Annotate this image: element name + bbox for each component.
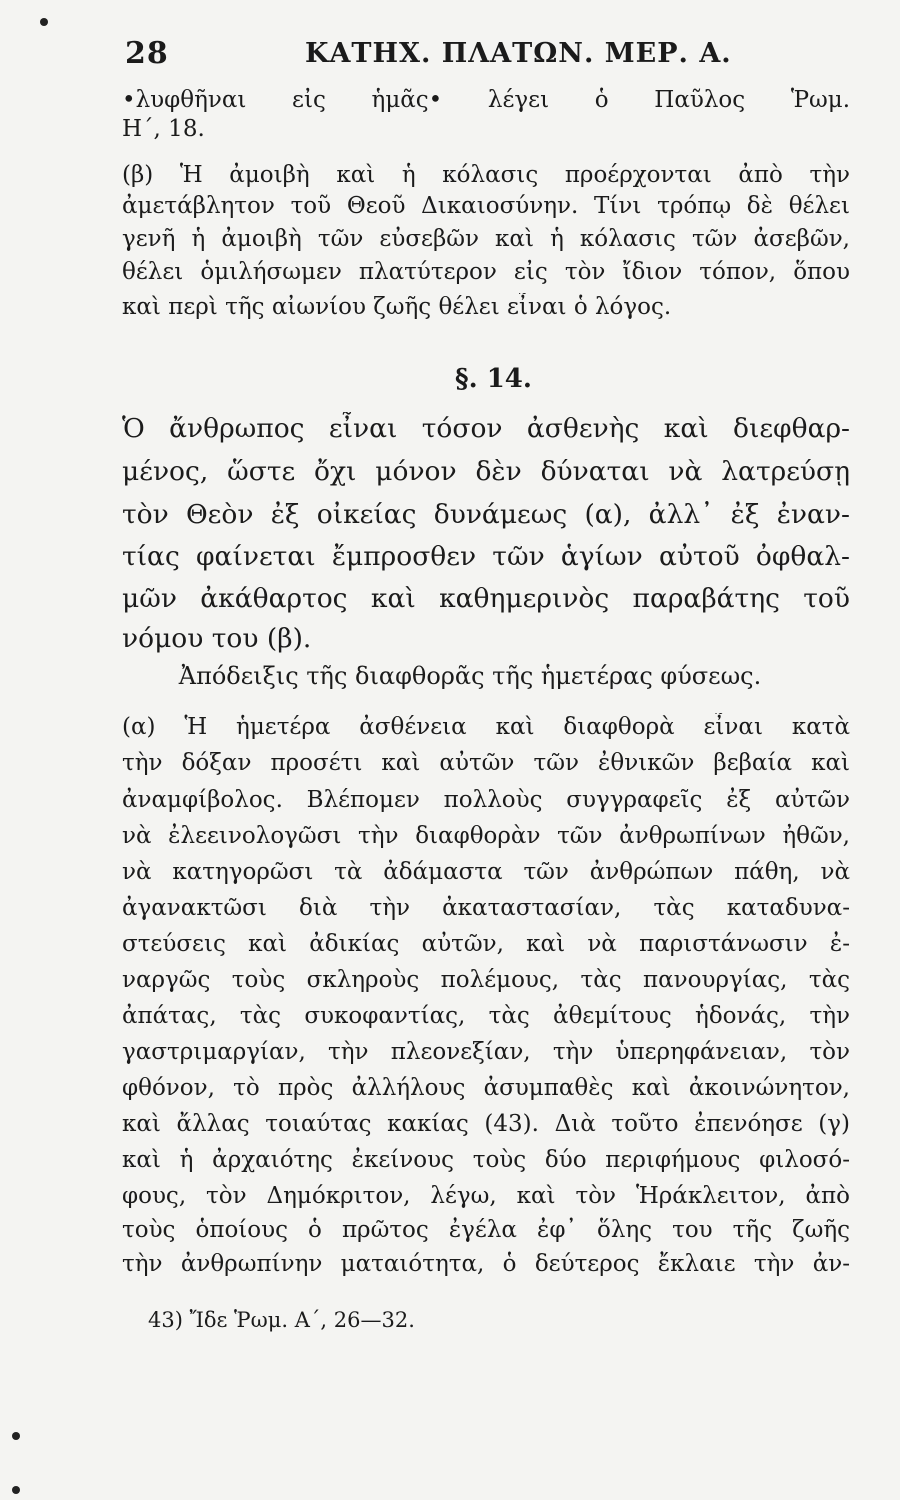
- text-line: τὴν δόξαν προσέτι καὶ αὐτῶν τῶν ἐθνικῶν βεβαία καὶ: [122, 750, 850, 776]
- text-line: (α) Ἡ ἡμετέρα ἀσθένεια καὶ διαφθορὰ εἶναι κατὰ: [122, 714, 850, 740]
- page-number: 28: [125, 36, 169, 71]
- text-line: τὴν ἀνθρωπίνην ματαιότητα, ὁ δεύτερος ἔκλαιε τὴν ἀν-: [122, 1251, 850, 1277]
- text-line: γαστριμαργίαν, τὴν πλεονεξίαν, τὴν ὑπερηφάνειαν, τὸν: [122, 1039, 850, 1065]
- text-line: ἀμετάβλητον τοῦ Θεοῦ Δικαιοσύνην. Τίνι τρόπῳ δὲ θέλει: [122, 193, 850, 219]
- text-line: τοὺς ὁποίους ὁ πρῶτος ἐγέλα ἐφ᾽ ὅλης του τῆς ζωῆς: [122, 1217, 850, 1243]
- text-line: νόμου του (β).: [122, 623, 312, 654]
- text-line: •λυφθῆναι εἰς ἡμᾶς• λέγει ὁ Παῦλος Ῥωμ.: [122, 87, 850, 113]
- text-line: ἀπάτας, τὰς συκοφαντίας, τὰς ἀθεμίτους ἡδονάς, τὴν: [122, 1003, 850, 1029]
- text-line: γενῆ ἡ ἀμοιβὴ τῶν εὐσεβῶν καὶ ἡ κόλασις τῶν ἀσεβῶν,: [122, 226, 850, 252]
- text-line: θέλει ὁμιλήσωμεν πλατύτερον εἰς τὸν ἴδιον τόπον, ὅπου: [122, 259, 850, 285]
- margin-dot: [12, 1486, 20, 1494]
- text-line: καὶ ἡ ἀρχαιότης ἐκείνους τοὺς δύο περιφήμους φιλοσό-: [122, 1147, 850, 1173]
- text-line: στεύσεις καὶ ἀδικίας αὐτῶν, καὶ νὰ παριστάνωσιν ἐ-: [122, 931, 850, 957]
- text-line: ναργῶς τοὺς σκληροὺς πολέμους, τὰς πανουργίας, τὰς: [122, 967, 850, 993]
- text-line: φθόνον, τὸ πρὸς ἀλλήλους ἀσυμπαθὲς καὶ ἀκοινώνητον,: [122, 1075, 850, 1101]
- text-line: καὶ ἄλλας τοιαύτας κακίας (43). Διὰ τοῦτο ἐπενόησε (γ): [122, 1111, 850, 1137]
- text-line: νὰ κατηγορῶσι τὰ ἀδάμαστα τῶν ἀνθρώπων πάθη, νὰ: [122, 859, 850, 885]
- text-line: φους, τὸν Δημόκριτον, λέγω, καὶ τὸν Ἡράκλειτον, ἀπὸ: [122, 1183, 850, 1209]
- text-line: μῶν ἀκάθαρτος καὶ καθημερινὸς παραβάτης τοῦ: [122, 583, 850, 614]
- text-line: ἀγανακτῶσι διὰ τὴν ἀκαταστασίαν, τὰς καταδυνα-: [122, 895, 850, 921]
- text-line: ἀναμφίβολος. Βλέπομεν πολλοὺς συγγραφεῖς ἐξ αὐτῶν: [122, 787, 850, 813]
- text-line: τίας φαίνεται ἔμπροσθεν τῶν ἁγίων αὐτοῦ ὀφθαλ-: [122, 541, 850, 572]
- section-mark: §. 14.: [455, 364, 532, 394]
- text-line: νὰ ἐλεεινολογῶσι τὴν διαφθορὰν τῶν ἀνθρωπίνων ἠθῶν,: [122, 823, 850, 849]
- text-line: καὶ περὶ τῆς αἰωνίου ζωῆς θέλει εἶναι ὁ λόγος.: [122, 294, 672, 320]
- page-header: [125, 36, 845, 76]
- footnote: 43) Ἴδε Ῥωμ. Α΄, 26—32.: [148, 1308, 415, 1332]
- margin-dot: [40, 18, 48, 26]
- text-line: τὸν Θεὸν ἐξ οἰκείας δυνάμεως (α), ἀλλ᾽ ἐξ ἐναν-: [122, 499, 850, 530]
- text-line: (β) Ἡ ἀμοιβὴ καὶ ἡ κόλασις προέρχονται ἀπὸ τὴν: [122, 162, 850, 188]
- text-line: μένος, ὥστε ὄχι μόνον δὲν δύναται νὰ λατρεύσῃ: [122, 456, 850, 487]
- proof-heading: Ἀπόδειξις τῆς διαφθορᾶς τῆς ἡμετέρας φύσεως.: [178, 662, 762, 690]
- text-line: Ὁ ἄνθρωπος εἶναι τόσον ἀσθενὴς καὶ διεφθαρ-: [122, 413, 850, 444]
- text-line: Η΄, 18.: [122, 116, 205, 142]
- running-title: ΚΑΤΗΧ. ΠΛΑΤΩΝ. ΜΕΡ. Α.: [305, 38, 732, 69]
- margin-dot: [12, 1432, 20, 1440]
